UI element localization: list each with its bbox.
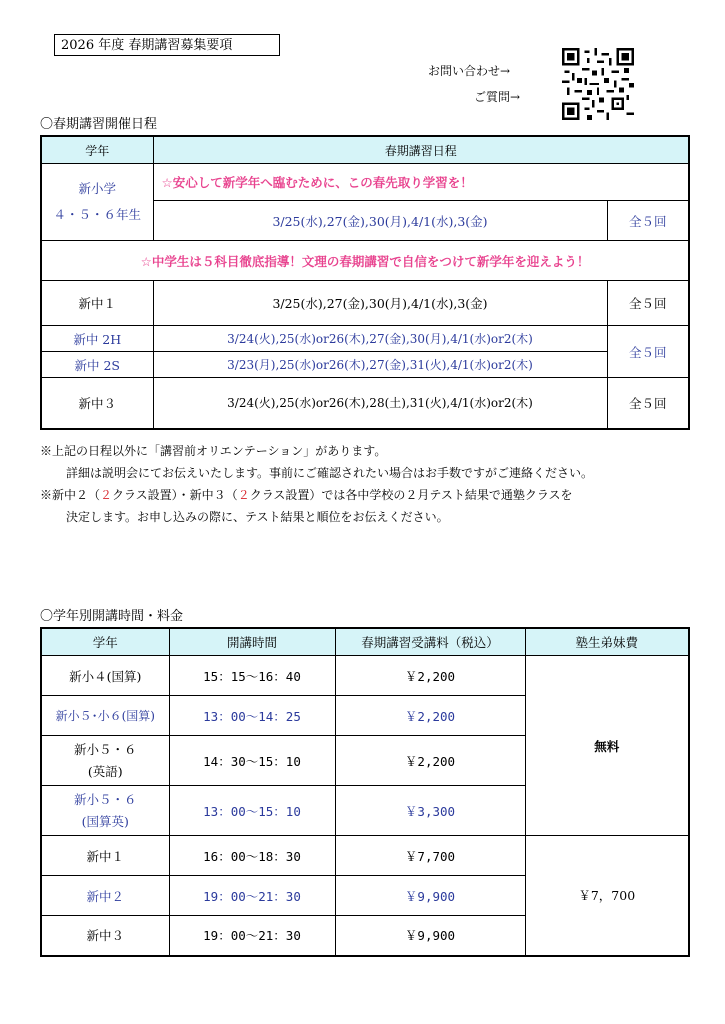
elem-banner-row: [41, 164, 689, 201]
notes-block: [40, 440, 593, 528]
schedule-table: [40, 135, 690, 430]
fees-heading: 〇学年別開講時間・料金: [40, 609, 184, 624]
sibling-fee-elem: 無料: [525, 656, 689, 836]
table-row: [41, 281, 689, 326]
document-title: 2026 年度 春期講習募集要項: [54, 34, 280, 56]
note-text-red: ２: [100, 488, 113, 502]
table-row: [41, 656, 689, 696]
note-text-red: ２: [237, 488, 250, 502]
header-sibling: 塾生弟妹費: [525, 628, 689, 656]
header-fee: 春期講習受講料（税込）: [335, 628, 525, 656]
dates-cell: 3/25(水),27(金),30(月),4/1(水),3(金): [153, 281, 607, 326]
dates-cell: 3/24(火),25(水)or26(木),27(金),30(月),4/1(水)or2(木): [153, 326, 607, 352]
table-row: [41, 326, 689, 352]
grade-line1: 新小５・６: [73, 741, 137, 757]
time-cell: 15：15〜16：40: [169, 656, 335, 696]
time-cell: 19：00〜21：30: [169, 916, 335, 956]
schedule-header-row: [41, 136, 689, 164]
grade-line2: (国算英): [81, 813, 129, 829]
fee-cell: ￥9,900: [335, 876, 525, 916]
elem-count: 全５回: [607, 201, 689, 241]
count-cell: 全５回: [607, 378, 689, 429]
grade-cell: 新中２: [41, 876, 169, 916]
time-cell: 13：00〜15：10: [169, 786, 335, 836]
table-row: [41, 378, 689, 429]
dates-cell: 3/23(月),25(水)or26(木),27(金),31(火),4/1(水)or2(木): [153, 352, 607, 378]
table-row: [41, 836, 689, 876]
elem-banner: ☆安心して新学年へ臨むために、この春先取り学習を！: [153, 164, 689, 201]
header-time: 開講時間: [169, 628, 335, 656]
table-row: [41, 352, 689, 378]
grade-cell: [41, 736, 169, 786]
note-text: クラス設置）では各中学校の２月テスト結果で通塾クラスを: [249, 488, 573, 502]
header-grade: 学年: [41, 136, 153, 164]
header-grade: 学年: [41, 628, 169, 656]
note-line: 詳細は説明会にてお伝えいたします。事前にご確認されたい場合はお手数ですがご連絡ください。: [66, 466, 594, 480]
fee-cell: ￥2,200: [335, 696, 525, 736]
grade-cell: 新中３: [41, 916, 169, 956]
note-line: [40, 484, 593, 506]
note-text: クラス設置）・新中３（: [112, 488, 238, 502]
elem-grade-line1: 新小学: [78, 181, 116, 196]
grade-cell: 新中 2S: [41, 352, 153, 378]
time-cell: 14：30〜15：10: [169, 736, 335, 786]
note-text: ※新中２（: [40, 488, 101, 502]
elem-dates: 3/25(水),27(金),30(月),4/1(水),3(金): [153, 201, 607, 241]
grade-line1: 新小５・６: [73, 791, 137, 807]
schedule-heading: 〇春期講習開催日程: [40, 117, 158, 132]
count-cell: 全５回: [607, 326, 689, 378]
elem-grade-line2: ４・５・６年生: [53, 207, 141, 222]
sibling-fee-jhs: ￥7，700: [525, 836, 689, 956]
fee-cell: ￥2,200: [335, 656, 525, 696]
question-label: ご質問→: [474, 90, 521, 104]
dates-cell: 3/24(火),25(水)or26(木),28(土),31(火),4/1(水)or2(木): [153, 378, 607, 429]
grade-cell: 新中１: [41, 836, 169, 876]
fee-cell: ￥3,300: [335, 786, 525, 836]
time-cell: 16：00〜18：30: [169, 836, 335, 876]
fees-table: [40, 627, 690, 957]
jhs-banner-row: [41, 241, 689, 281]
fee-cell: ￥2,200: [335, 736, 525, 786]
fee-cell: ￥9,900: [335, 916, 525, 956]
grade-cell: 新中 2H: [41, 326, 153, 352]
elem-grade-cell: [41, 164, 153, 241]
count-cell: 全５回: [607, 281, 689, 326]
note-line: ※上記の日程以外に「講習前オリエンテーション」があります。: [40, 444, 387, 458]
jhs-banner: ☆中学生は５科目徹底指導！文理の春期講習で自信をつけて新学年を迎えよう！: [41, 241, 689, 281]
grade-cell: 新小４(国算): [41, 656, 169, 696]
grade-cell: [41, 786, 169, 836]
header-schedule: 春期講習日程: [153, 136, 689, 164]
qr-code-icon[interactable]: [562, 48, 634, 120]
fee-cell: ￥7,700: [335, 836, 525, 876]
note-line: 決定します。お申し込みの際に、テスト結果と順位をお伝えください。: [66, 510, 449, 524]
grade-cell: 新小５･小６(国算): [41, 696, 169, 736]
grade-cell: 新中１: [41, 281, 153, 326]
time-cell: 13：00〜14：25: [169, 696, 335, 736]
inquiry-label: お問い合わせ→: [428, 64, 511, 78]
grade-cell: 新中３: [41, 378, 153, 429]
grade-line2: (英語): [87, 763, 123, 779]
fees-header-row: [41, 628, 689, 656]
time-cell: 19：00〜21：30: [169, 876, 335, 916]
